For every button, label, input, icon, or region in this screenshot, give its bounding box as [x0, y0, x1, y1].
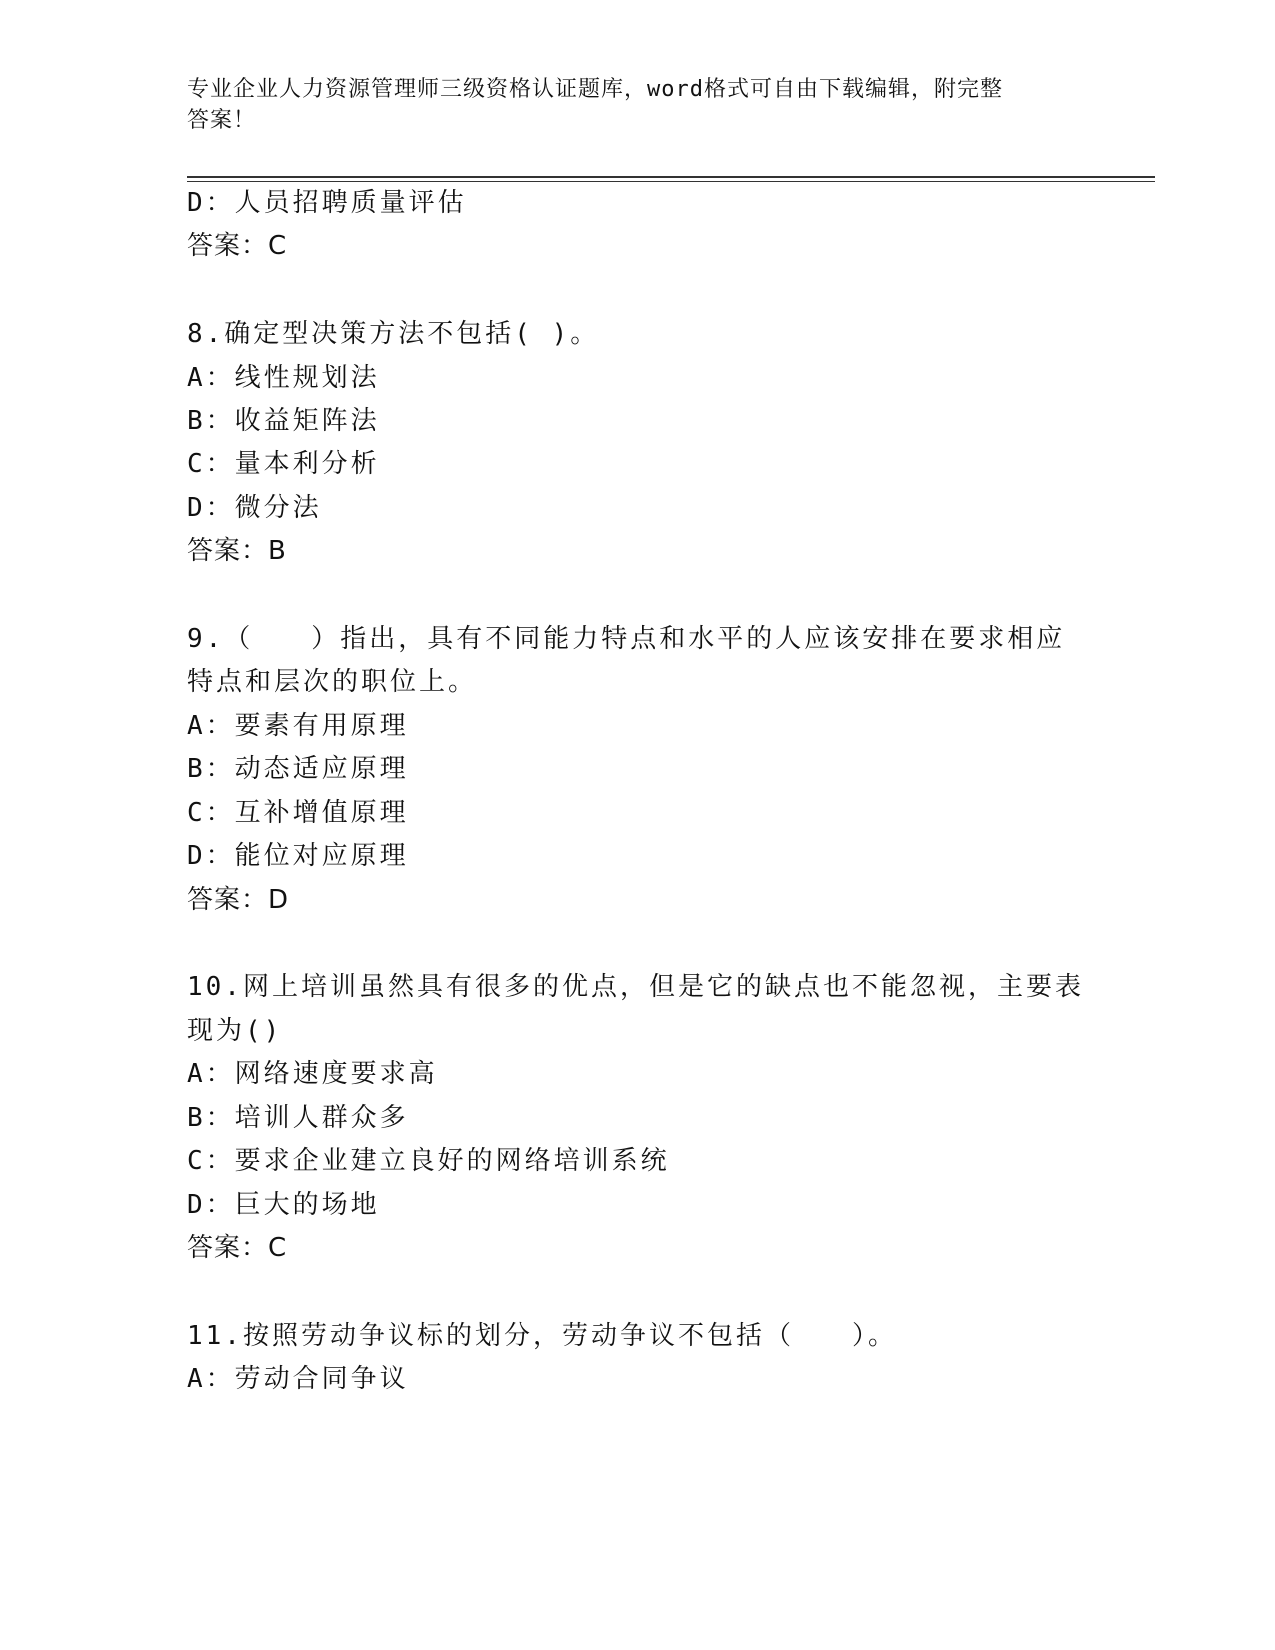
q10-stem-line-1: 10.网上培训虽然具有很多的优点，但是它的缺点也不能忽视，主要表	[187, 972, 1084, 1002]
q10-option-c: C：要求企业建立良好的网络培训系统	[187, 1146, 670, 1176]
page-header	[187, 74, 1087, 136]
q9-option-a: A：要素有用原理	[187, 711, 409, 741]
q8-answer: 答案：B	[187, 536, 287, 566]
q7-option-d: D：人员招聘质量评估	[187, 188, 467, 218]
q11-stem: 11.按照劳动争议标的划分，劳动争议不包括（ ）。	[187, 1321, 897, 1351]
q8-option-d: D：微分法	[187, 493, 322, 523]
q9-answer: 答案：D	[187, 885, 290, 915]
header-line-2: 答案！	[187, 108, 257, 133]
q9-option-d: D：能位对应原理	[187, 841, 409, 871]
q8-option-c: C：量本利分析	[187, 449, 380, 479]
q7-answer: 答案：C	[187, 231, 288, 261]
q10-option-b: B：培训人群众多	[187, 1103, 409, 1133]
q9-option-b: B：动态适应原理	[187, 754, 409, 784]
q8-option-a: A：线性规划法	[187, 363, 380, 393]
header-divider-thick	[187, 176, 1155, 178]
header-line-1: 专业企业人力资源管理师三级资格认证题库，word格式可自由下载编辑，附完整	[187, 77, 1003, 102]
q9-stem-line-1: 9.（ ）指出，具有不同能力特点和水平的人应该安排在要求相应	[187, 624, 1066, 654]
q10-stem-line-2: 现为()	[187, 1016, 283, 1046]
q11-option-a: A：劳动合同争议	[187, 1364, 409, 1394]
q10-option-a: A：网络速度要求高	[187, 1059, 438, 1089]
q9-stem-line-2: 特点和层次的职位上。	[187, 667, 478, 697]
header-divider-thin	[187, 181, 1155, 182]
q8-option-b: B：收益矩阵法	[187, 406, 380, 436]
q10-option-d: D：巨大的场地	[187, 1190, 380, 1220]
q10-answer: 答案：C	[187, 1233, 288, 1263]
q8-stem: 8.确定型决策方法不包括( )。	[187, 319, 600, 349]
q9-option-c: C：互补增值原理	[187, 798, 409, 828]
